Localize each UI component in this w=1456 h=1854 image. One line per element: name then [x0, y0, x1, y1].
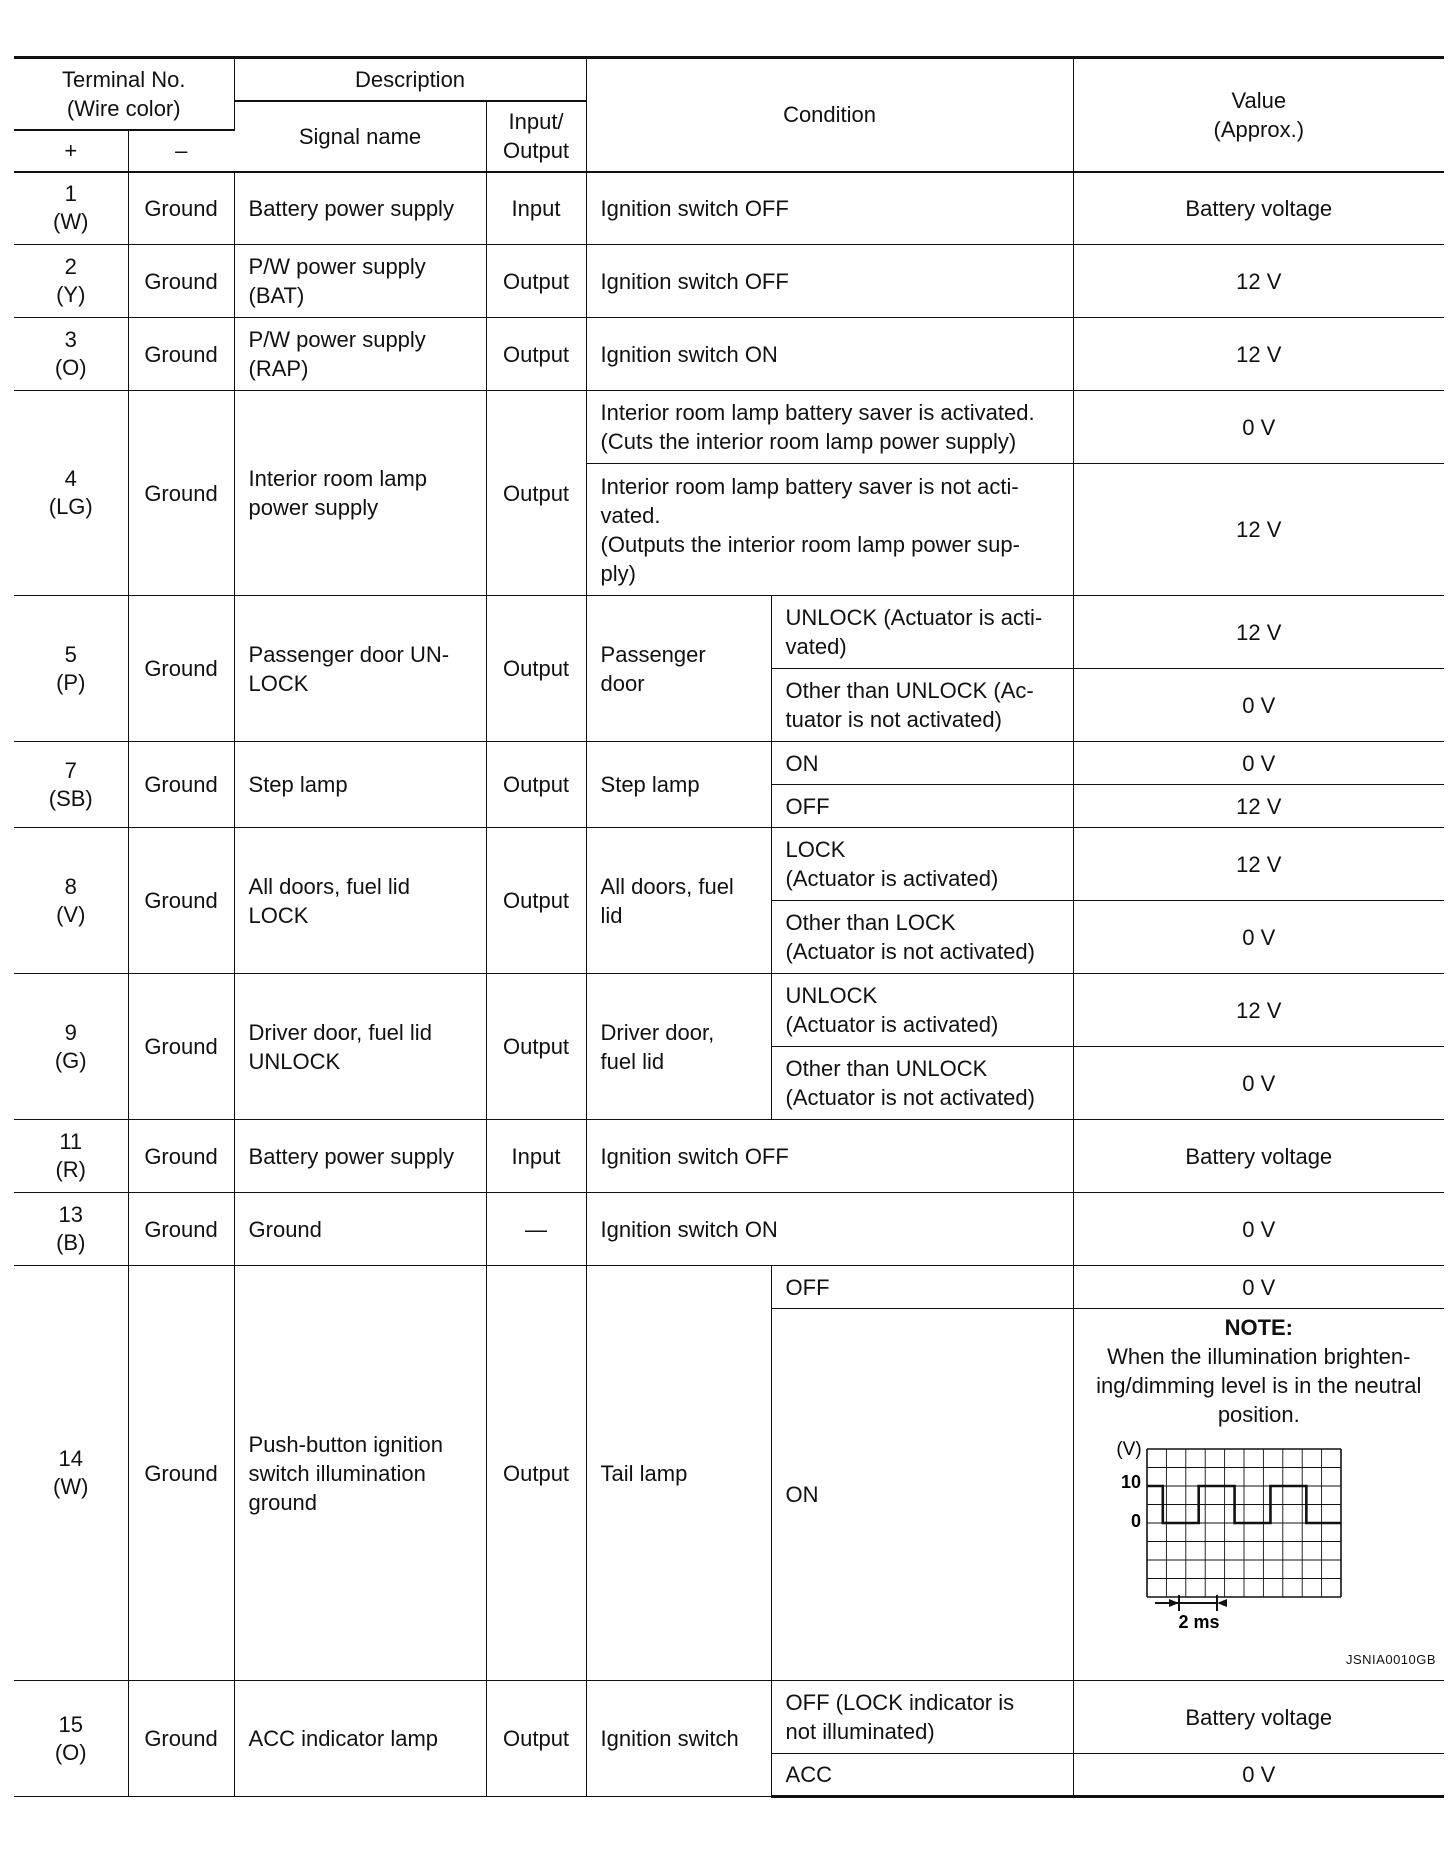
ground-cell: Ground	[128, 391, 234, 596]
value-cell: Battery voltage	[1073, 1681, 1444, 1754]
signal-name: Step lamp	[234, 742, 486, 828]
terminal-table	[14, 56, 1444, 1798]
value-cell: Battery voltage	[1073, 1120, 1444, 1193]
value-cell: 0 V	[1073, 742, 1444, 785]
condition-cell: Ignition switch OFF	[586, 245, 1073, 318]
waveform-high-label: 10	[1120, 1472, 1141, 1492]
sub-condition-cell: OFF	[771, 785, 1073, 828]
ground-cell: Ground	[128, 172, 234, 245]
condition-cell: Ignition switch ON	[586, 318, 1073, 391]
signal-name: P/W power supply (RAP)	[234, 318, 486, 391]
header-condition: Condition	[586, 58, 1073, 172]
waveform-period-label: 2 ms	[1178, 1612, 1220, 1632]
io-cell: Output	[486, 828, 586, 974]
sub-condition-cell: LOCK (Actuator is activated)	[771, 828, 1073, 901]
io-cell: Output	[486, 596, 586, 742]
waveform-figure	[1089, 1435, 1429, 1645]
ground-cell: Ground	[128, 974, 234, 1120]
value-cell: 12 V	[1073, 828, 1444, 901]
terminal-number: 4 (LG)	[14, 391, 128, 596]
value-cell: 0 V	[1073, 669, 1444, 742]
io-cell: Output	[486, 1681, 586, 1797]
value-cell: 12 V	[1073, 785, 1444, 828]
sub-condition-cell: OFF	[771, 1266, 1073, 1309]
ground-cell: Ground	[128, 318, 234, 391]
ground-cell: Ground	[128, 245, 234, 318]
condition-cell: Step lamp	[586, 742, 771, 828]
io-cell: Output	[486, 1266, 586, 1681]
sub-condition-cell: OFF (LOCK indicator is not illuminated)	[771, 1681, 1073, 1754]
ground-cell: Ground	[128, 742, 234, 828]
io-cell: Output	[486, 391, 586, 596]
table-row	[14, 245, 1444, 318]
value-cell: 0 V	[1073, 1193, 1444, 1266]
io-cell: Output	[486, 245, 586, 318]
value-cell: 0 V	[1073, 901, 1444, 974]
table-row	[14, 1681, 1444, 1754]
condition-cell: Ignition switch OFF	[586, 1120, 1073, 1193]
waveform-chart	[1089, 1435, 1429, 1645]
signal-name: Battery power supply	[234, 1120, 486, 1193]
table-row	[14, 828, 1444, 901]
io-cell: Output	[486, 974, 586, 1120]
table-row	[14, 318, 1444, 391]
value-cell: 12 V	[1073, 974, 1444, 1047]
value-cell: 12 V	[1073, 464, 1444, 596]
sub-condition-cell: ACC	[771, 1754, 1073, 1797]
terminal-number: 7 (SB)	[14, 742, 128, 828]
figure-code: JSNIA0010GB	[1346, 1652, 1437, 1667]
ground-cell: Ground	[128, 1120, 234, 1193]
sub-condition-cell: Other than LOCK (Actuator is not activated)	[771, 901, 1073, 974]
header-plus: +	[14, 130, 128, 172]
signal-name: ACC indicator lamp	[234, 1681, 486, 1797]
signal-name: Interior room lamp power supply	[234, 391, 486, 596]
header-input-output: Input/ Output	[486, 101, 586, 172]
terminal-spec-sheet	[14, 56, 1444, 1798]
table-row	[14, 172, 1444, 245]
sub-condition-cell: ON	[771, 742, 1073, 785]
header-value: Value (Approx.)	[1073, 58, 1444, 172]
condition-cell: Ignition switch ON	[586, 1193, 1073, 1266]
value-cell: 12 V	[1073, 245, 1444, 318]
signal-name: Passenger door UN- LOCK	[234, 596, 486, 742]
table-row	[14, 391, 1444, 464]
terminal-number: 2 (Y)	[14, 245, 128, 318]
condition-cell: Tail lamp	[586, 1266, 771, 1681]
value-cell: Battery voltage	[1073, 172, 1444, 245]
sub-condition-cell: UNLOCK (Actuator is acti- vated)	[771, 596, 1073, 669]
table-row	[14, 974, 1444, 1047]
ground-cell: Ground	[128, 1193, 234, 1266]
condition-cell: Driver door, fuel lid	[586, 974, 771, 1120]
note-text: When the illumination brighten- ing/dimming level is in the neutral position.	[1096, 1344, 1422, 1427]
signal-name: All doors, fuel lid LOCK	[234, 828, 486, 974]
io-cell: Output	[486, 318, 586, 391]
condition-cell: Ignition switch OFF	[586, 172, 1073, 245]
header-signal-name: Signal name	[234, 101, 486, 172]
condition-cell: Ignition switch	[586, 1681, 771, 1797]
value-cell: 0 V	[1073, 1047, 1444, 1120]
value-cell: 0 V	[1073, 1266, 1444, 1309]
condition-cell: Passenger door	[586, 596, 771, 742]
terminal-number: 8 (V)	[14, 828, 128, 974]
terminal-number: 15 (O)	[14, 1681, 128, 1797]
note-title: NOTE:	[1224, 1315, 1294, 1340]
terminal-number: 11 (R)	[14, 1120, 128, 1193]
ground-cell: Ground	[128, 1266, 234, 1681]
terminal-number: 3 (O)	[14, 318, 128, 391]
header-terminal: Terminal No. (Wire color)	[14, 58, 234, 130]
signal-name: P/W power supply (BAT)	[234, 245, 486, 318]
table-row	[14, 1266, 1444, 1309]
value-cell: 12 V	[1073, 318, 1444, 391]
table-row	[14, 1120, 1444, 1193]
waveform-low-label: 0	[1130, 1511, 1141, 1531]
io-cell: —	[486, 1193, 586, 1266]
ground-cell: Ground	[128, 828, 234, 974]
value-cell: 0 V	[1073, 1754, 1444, 1797]
table-row	[14, 596, 1444, 669]
io-cell: Input	[486, 172, 586, 245]
condition-cell: Interior room lamp battery saver is not acti- vated. (Outputs the interior room lamp power sup- ply)	[586, 464, 1073, 596]
signal-name: Ground	[234, 1193, 486, 1266]
value-cell	[1073, 1309, 1444, 1681]
value-cell: 0 V	[1073, 391, 1444, 464]
ground-cell: Ground	[128, 596, 234, 742]
sub-condition-cell: UNLOCK (Actuator is activated)	[771, 974, 1073, 1047]
header-description: Description	[234, 58, 586, 101]
io-cell: Output	[486, 742, 586, 828]
condition-cell: Interior room lamp battery saver is activated. (Cuts the interior room lamp power supply)	[586, 391, 1073, 464]
ground-cell: Ground	[128, 1681, 234, 1797]
condition-cell: All doors, fuel lid	[586, 828, 771, 974]
table-row	[14, 1193, 1444, 1266]
terminal-number: 9 (G)	[14, 974, 128, 1120]
value-cell: 12 V	[1073, 596, 1444, 669]
terminal-number: 14 (W)	[14, 1266, 128, 1681]
sub-condition-cell: Other than UNLOCK (Actuator is not activated)	[771, 1047, 1073, 1120]
header-minus: –	[128, 130, 234, 172]
sub-condition-cell: Other than UNLOCK (Ac- tuator is not activated)	[771, 669, 1073, 742]
io-cell: Input	[486, 1120, 586, 1193]
terminal-number: 1 (W)	[14, 172, 128, 245]
signal-name: Push-button ignition switch illumination ground	[234, 1266, 486, 1681]
sub-condition-cell: ON	[771, 1309, 1073, 1681]
signal-name: Battery power supply	[234, 172, 486, 245]
terminal-number: 13 (B)	[14, 1193, 128, 1266]
terminal-number: 5 (P)	[14, 596, 128, 742]
waveform-unit-label: (V)	[1116, 1439, 1142, 1460]
table-row	[14, 742, 1444, 785]
signal-name: Driver door, fuel lid UNLOCK	[234, 974, 486, 1120]
